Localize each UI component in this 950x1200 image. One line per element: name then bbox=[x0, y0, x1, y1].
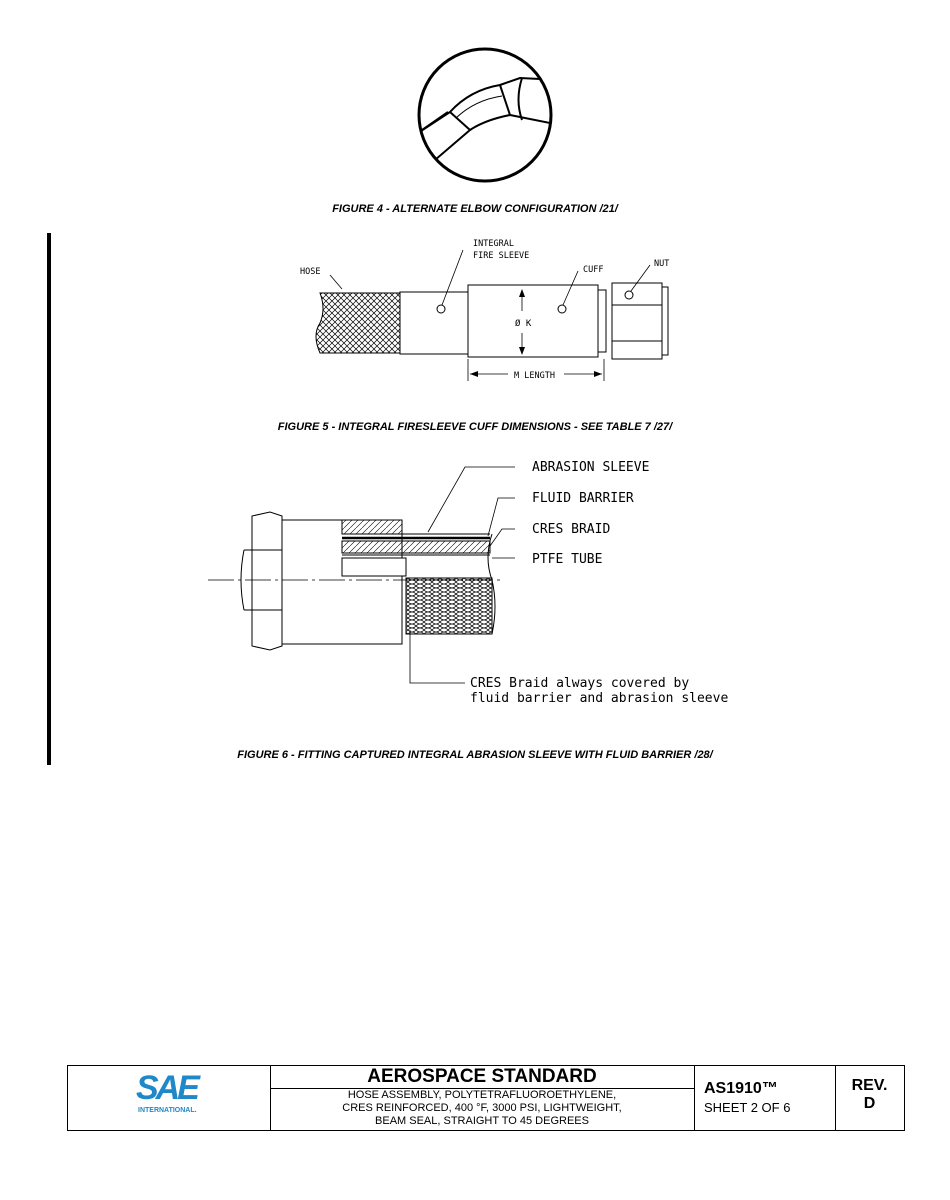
label-ptfe-tube: PTFE TUBE bbox=[532, 552, 603, 567]
rev-value: D bbox=[863, 1095, 876, 1112]
label-integral-line1: INTEGRAL bbox=[473, 239, 514, 249]
figure-4-caption: FIGURE 4 - ALTERNATE ELBOW CONFIGURATION /21/ bbox=[332, 203, 618, 215]
figure-6-caption: FIGURE 6 - FITTING CAPTURED INTEGRAL ABRASION SLEEVE WITH FLUID BARRIER /28/ bbox=[237, 749, 713, 761]
doc-number: AS1910™ bbox=[704, 1080, 778, 1097]
label-cuff: CUFF bbox=[583, 265, 604, 275]
desc-line2: CRES REINFORCED, 400 °F, 3000 PSI, LIGHTWEIGHT, bbox=[342, 1102, 622, 1114]
figure-5-drawing bbox=[290, 235, 690, 390]
logo-subtext: INTERNATIONAL. bbox=[138, 1107, 197, 1114]
sheet-number: SHEET 2 OF 6 bbox=[704, 1100, 791, 1115]
sae-logo bbox=[68, 1066, 271, 1130]
title-block bbox=[67, 1065, 905, 1131]
figure-4-drawing bbox=[410, 40, 560, 190]
revision-section bbox=[835, 1066, 904, 1130]
figure-5-caption: FIGURE 5 - INTEGRAL FIRESLEEVE CUFF DIMENSIONS - SEE TABLE 7 /27/ bbox=[277, 421, 673, 433]
desc-line1: HOSE ASSEMBLY, POLYTETRAFLUOROETHYLENE, bbox=[347, 1089, 617, 1101]
rev-label: REV. bbox=[851, 1077, 888, 1094]
note-line2: fluid barrier and abrasion sleeve bbox=[470, 691, 729, 706]
standard-title: AEROSPACE STANDARD bbox=[270, 1066, 694, 1089]
label-hose: HOSE bbox=[300, 267, 321, 277]
label-fluid-barrier: FLUID BARRIER bbox=[532, 491, 634, 506]
label-abrasion-sleeve: ABRASION SLEEVE bbox=[532, 460, 650, 475]
label-integral-line2: FIRE SLEEVE bbox=[473, 251, 530, 261]
label-m-length: M LENGTH bbox=[514, 371, 555, 381]
title-section bbox=[270, 1066, 695, 1130]
label-nut: NUT bbox=[654, 259, 670, 269]
desc-line3: BEAM SEAL, STRAIGHT TO 45 DEGREES bbox=[375, 1115, 589, 1127]
figure-6-drawing bbox=[200, 450, 760, 715]
label-cres-braid: CRES BRAID bbox=[532, 522, 611, 537]
doc-number-section bbox=[694, 1066, 836, 1130]
logo-text: SAE bbox=[136, 1069, 197, 1107]
note-line1: CRES Braid always covered by bbox=[470, 676, 690, 691]
change-bar bbox=[47, 233, 51, 765]
label-diameter-k: Ø K bbox=[515, 319, 532, 329]
